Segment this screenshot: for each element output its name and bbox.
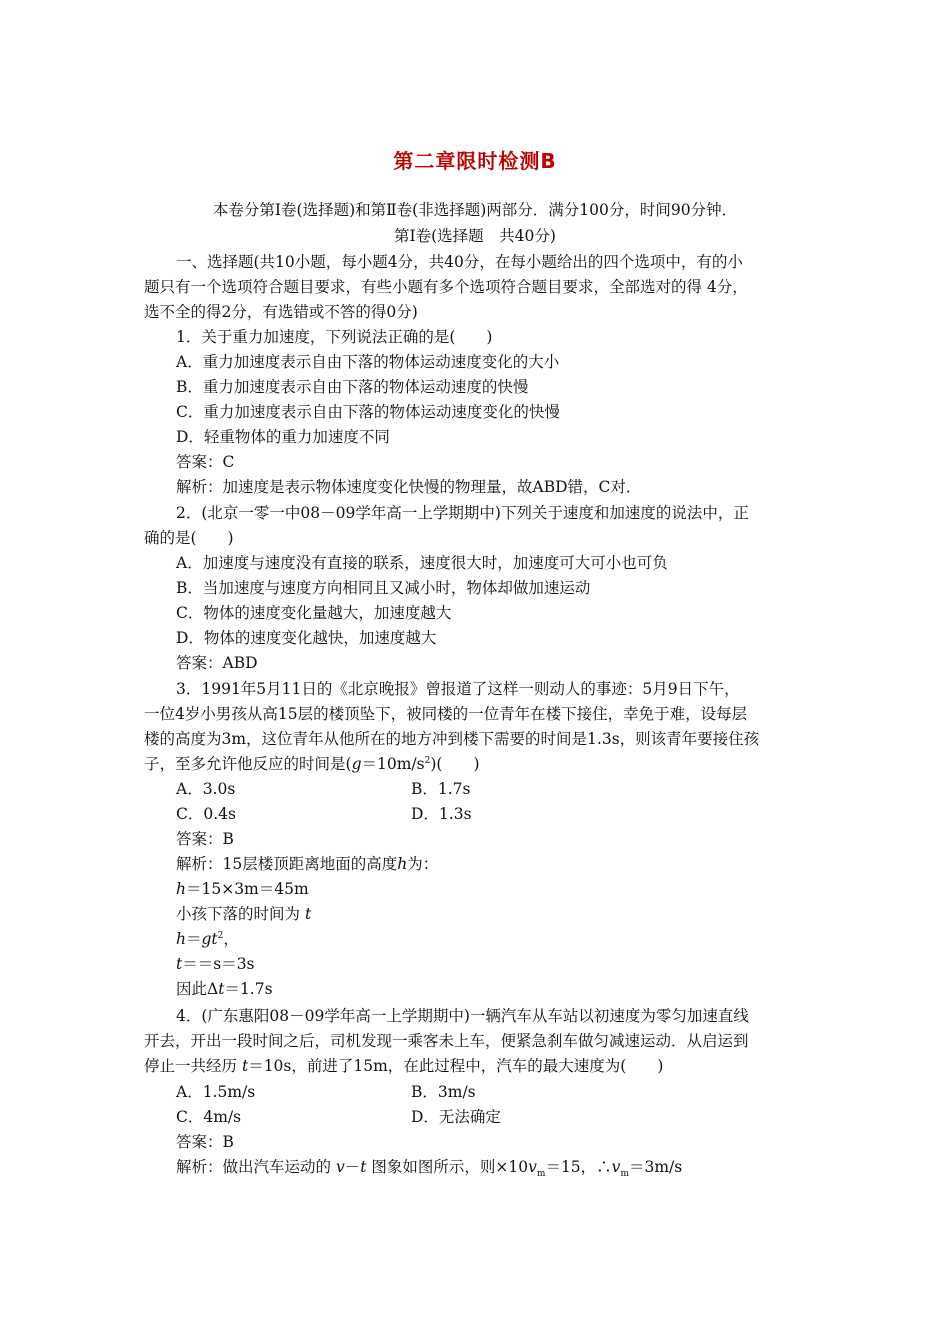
q3-option-c: C．0.4s [176, 805, 236, 823]
q3-stem-line-3: 楼的高度为3m，这位青年从他所在的地方冲到楼下需要的时间是1.3s，则该青年要接住孩 [144, 730, 760, 748]
section-instruction-line-2: 题只有一个选项符合题目要求，有些小题有多个选项符合题目要求，全部选对的得 4分， [144, 278, 748, 296]
q3-analysis-text: 为： [407, 855, 439, 873]
q3-answer: 答案：B [176, 830, 234, 848]
section-instruction-line-1: 一、选择题(共10小题，每小题4分，共40分，在每小题给出的四个选项中，有的小 [176, 253, 743, 271]
q4-option-c: C．4m/s [176, 1108, 242, 1126]
q1-option-d: D．轻重物体的重力加速度不同 [176, 428, 390, 446]
q3-analysis-text: 解析：15层楼顶距离地面的高度 [176, 855, 398, 873]
section-instruction-line-3: 选不全的得2分，有选错或不答的得0分) [144, 303, 418, 321]
q3-analysis-line-4 [176, 929, 239, 949]
q4-option-b: B．3m/s [411, 1083, 476, 1101]
part1-heading: 第Ⅰ卷(选择题 共40分) [394, 227, 556, 245]
q3-analysis-line-3 [176, 904, 311, 924]
q4-analysis-text: 图象如图所示，则×10 [371, 1158, 529, 1176]
q4-option-d: D．无法确定 [411, 1108, 501, 1126]
q3-var-t: t [176, 955, 183, 973]
q4-analysis-text: － [344, 1158, 361, 1176]
q4-stem-line-3 [144, 1056, 663, 1076]
q4-stem-text: ＝10s，前进了15m，在此过程中，汽车的最大速度为( ) [248, 1057, 664, 1075]
q3-option-a: A．3.0s [176, 780, 236, 798]
q3-var-h: h [176, 880, 186, 898]
q3-var-gt: gt [201, 930, 218, 948]
q4-var-v: v [611, 1158, 621, 1176]
q2-stem-line-1: 2．(北京一零一中08－09学年高一上学期期中)下列关于速度和加速度的说法中，正 [176, 504, 749, 522]
q2-option-c: C．物体的速度变化量越大，加速度越大 [176, 604, 452, 622]
q4-subscript: m [536, 1169, 546, 1180]
q4-analysis-text: ＝3m/s [628, 1158, 683, 1176]
q3-analysis-line-6 [176, 979, 273, 999]
q3-var-h: h [176, 930, 186, 948]
q4-stem-line-1: 4．(广东惠阳08－09学年高一上学期期中)一辆汽车从车站以初速度为零匀加速直线 [176, 1007, 749, 1025]
q3-option-b: B．1.7s [411, 780, 471, 798]
q3-stem-line-4 [144, 754, 480, 774]
q4-answer: 答案：B [176, 1133, 234, 1151]
q2-option-a: A．加速度与速度没有直接的联系，速度很大时，加速度可大可小也可负 [176, 554, 668, 572]
q2-option-d: D．物体的速度变化越快，加速度越大 [176, 629, 437, 647]
q4-option-a: A．1.5m/s [176, 1083, 256, 1101]
q3-analysis-text: ＝ [185, 930, 202, 948]
q1-answer: 答案：C [176, 453, 235, 471]
q4-var-v: v [528, 1158, 537, 1176]
q3-var-t: t [304, 905, 312, 923]
q3-stem-line-2: 一位4岁小男孩从高15层的楼顶坠下，被同楼的一位青年在楼下接住，幸免于难，设每层 [144, 705, 748, 723]
q4-subscript: m [620, 1169, 629, 1180]
q4-analysis-text: ＝15，∴ [545, 1158, 612, 1176]
q4-stem-line-2: 开去，开出一段时间之后，司机发现一乘客未上车，便紧急刹车做匀减速运动．从启运到 [144, 1032, 749, 1050]
q1-stem: 1．关于重力加速度，下列说法正确的是( ) [176, 328, 493, 346]
intro-text: 本卷分第Ⅰ卷(选择题)和第Ⅱ卷(非选择题)两部分．满分100分，时间90分钟． [212, 201, 738, 219]
q3-analysis-text: ＝1.7s [224, 980, 273, 998]
q3-analysis-line-2 [176, 879, 309, 899]
q1-option-a: A．重力加速度表示自由下落的物体运动速度变化的大小 [176, 353, 560, 371]
q3-analysis-line-5 [176, 954, 255, 974]
q3-stem-line-1: 3．1991年5月11日的《北京晚报》曾报道了这样一则动人的事迹：5月9日下午， [176, 680, 740, 698]
q1-analysis: 解析：加速度是表示物体速度变化快慢的物理量，故ABD错，C对． [176, 478, 642, 496]
q4-var-t: t [360, 1158, 367, 1176]
q2-answer: 答案：ABD [176, 654, 258, 672]
q3-exponent: 2 [217, 931, 224, 941]
q4-var-t: t [241, 1057, 249, 1075]
q3-var-g: g [351, 755, 362, 773]
q3-exponent: 2 [424, 756, 431, 766]
q4-var-v: v [335, 1158, 345, 1176]
q4-analysis-text: 解析：做出汽车运动的 [176, 1158, 332, 1176]
q3-option-d: D．1.3s [411, 805, 472, 823]
document-title: 第二章限时检测B [393, 149, 557, 173]
q4-stem-text: 停止一共经历 [144, 1057, 238, 1075]
q3-analysis-text: ＝＝s＝3s [182, 955, 255, 973]
q3-analysis-text: 小孩下落的时间为 [176, 905, 301, 923]
q4-analysis [176, 1157, 683, 1180]
q3-stem-text: ＝10m/s [361, 755, 425, 773]
q1-option-b: B．重力加速度表示自由下落的物体运动速度的快慢 [176, 378, 529, 396]
q3-var-h: h [397, 855, 408, 873]
q3-stem-text: 子，至多允许他反应的时间是( [144, 755, 352, 773]
q3-analysis-text: ， [223, 930, 239, 948]
q1-option-c: C．重力加速度表示自由下落的物体运动速度变化的快慢 [176, 403, 560, 421]
q3-var-t: t [218, 980, 225, 998]
q3-stem-text: )( ) [430, 755, 480, 773]
q2-option-b: B．当加速度与速度方向相同且又减小时，物体却做加速运动 [176, 579, 591, 597]
q3-analysis-text: ＝15×3m＝45m [185, 880, 309, 898]
q3-analysis-text: 因此Δ [176, 980, 219, 998]
q2-stem-line-2: 确的是( ) [144, 529, 234, 547]
q3-analysis-line-1 [176, 854, 438, 874]
